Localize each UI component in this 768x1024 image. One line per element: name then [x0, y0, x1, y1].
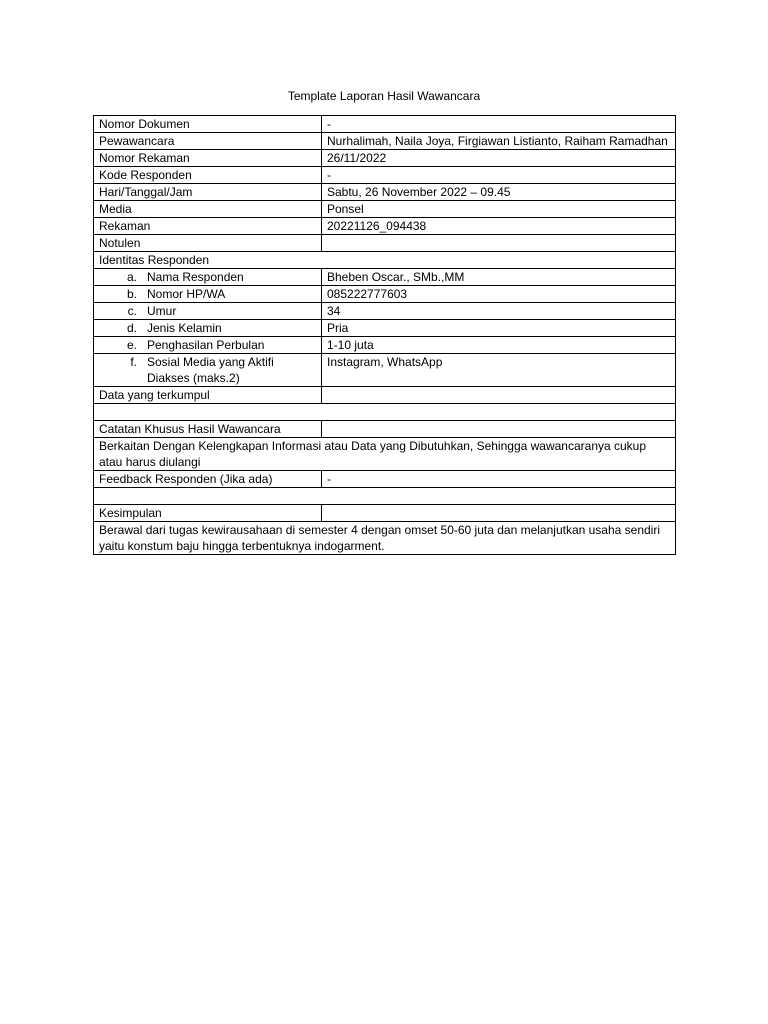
value-kode-responden: -: [322, 167, 676, 184]
list-letter: b.: [126, 287, 137, 301]
kesimpulan-text: Berawal dari tugas kewirausahaan di semester 4 dengan omset 50-60 juta dan melanjutkan usaha sendiri yaitu konstum baju hingga terbentuknya indogarment.: [94, 522, 676, 555]
identitas-row: [94, 320, 676, 337]
document-title: Template Laporan Hasil Wawancara: [287, 89, 481, 103]
identitas-row: [94, 337, 676, 354]
identitas-label: [99, 269, 316, 285]
identitas-label-text: Sosial Media yang Aktifi Diakses (maks.2): [147, 355, 274, 385]
identitas-value: 1-10 juta: [322, 337, 676, 354]
list-letter: a.: [126, 270, 137, 284]
identitas-label-text: Umur: [147, 304, 177, 318]
identitas-label-text: Jenis Kelamin: [147, 321, 222, 335]
identitas-row: [94, 269, 676, 286]
identitas-label-text: Penghasilan Perbulan: [147, 338, 265, 352]
label-data-terkumpul: Data yang terkumpul: [94, 387, 322, 404]
row-pewawancara: [94, 133, 676, 150]
value-nomor-rekaman: 26/11/2022: [322, 150, 676, 167]
row-kesimpulan-header: [94, 505, 676, 522]
label-rekaman: Rekaman: [94, 218, 322, 235]
value-kesimpulan: [322, 505, 676, 522]
label-media: Media: [94, 201, 322, 218]
row-kode-responden: [94, 167, 676, 184]
row-data-terkumpul: [94, 387, 676, 404]
blank-cell: [94, 404, 676, 421]
identitas-row: [94, 303, 676, 320]
value-nomor-dokumen: -: [322, 116, 676, 133]
list-letter: d.: [126, 321, 137, 335]
label-catatan: Catatan Khusus Hasil Wawancara: [94, 421, 322, 438]
value-hari-tanggal-jam: Sabtu, 26 November 2022 – 09.45: [322, 184, 676, 201]
list-letter: f.: [130, 355, 137, 369]
identitas-label: [99, 320, 316, 336]
row-rekaman: [94, 218, 676, 235]
row-nomor-rekaman: [94, 150, 676, 167]
blank-cell: [94, 488, 676, 505]
label-kesimpulan: Kesimpulan: [94, 505, 322, 522]
label-identitas-responden: Identitas Responden: [94, 252, 676, 269]
list-letter: c.: [127, 304, 137, 318]
identitas-row: [94, 354, 676, 387]
identitas-label: [99, 303, 316, 319]
label-notulen: Notulen: [94, 235, 322, 252]
identitas-label-text: Nomor HP/WA: [147, 287, 226, 301]
identitas-label: [99, 286, 316, 302]
row-feedback: [94, 471, 676, 488]
row-catatan-text: [94, 438, 676, 471]
identitas-value: Bheben Oscar., SMb.,MM: [322, 269, 676, 286]
value-rekaman: 20221126_094438: [322, 218, 676, 235]
row-nomor-dokumen: [94, 116, 676, 133]
row-notulen: [94, 235, 676, 252]
identitas-label-text: Nama Responden: [147, 270, 244, 284]
label-pewawancara: Pewawancara: [94, 133, 322, 150]
identitas-value: Pria: [322, 320, 676, 337]
row-blank: [94, 488, 676, 505]
label-kode-responden: Kode Responden: [94, 167, 322, 184]
identitas-value: Instagram, WhatsApp: [322, 354, 676, 387]
label-nomor-dokumen: Nomor Dokumen: [94, 116, 322, 133]
label-nomor-rekaman: Nomor Rekaman: [94, 150, 322, 167]
list-letter: e.: [126, 338, 137, 352]
identitas-value: 34: [322, 303, 676, 320]
identitas-label: [99, 337, 316, 353]
identitas-value: 085222777603: [322, 286, 676, 303]
row-blank: [94, 404, 676, 421]
row-identitas-responden: [94, 252, 676, 269]
identitas-row: [94, 286, 676, 303]
value-media: Ponsel: [322, 201, 676, 218]
row-kesimpulan-text: [94, 522, 676, 555]
row-hari-tanggal-jam: [94, 184, 676, 201]
catatan-text: Berkaitan Dengan Kelengkapan Informasi atau Data yang Dibutuhkan, Sehingga wawancaranya cukup atau harus diulangi: [94, 438, 676, 471]
value-catatan: [322, 421, 676, 438]
report-table: [93, 115, 676, 555]
value-notulen: [322, 235, 676, 252]
row-catatan-header: [94, 421, 676, 438]
value-pewawancara: Nurhalimah, Naila Joya, Firgiawan Listianto, Raiham Ramadhan: [322, 133, 676, 150]
label-feedback: Feedback Responden (Jika ada): [94, 471, 322, 488]
value-data-terkumpul: [322, 387, 676, 404]
identitas-label: [99, 354, 316, 386]
label-hari-tanggal-jam: Hari/Tanggal/Jam: [94, 184, 322, 201]
value-feedback: -: [322, 471, 676, 488]
row-media: [94, 201, 676, 218]
